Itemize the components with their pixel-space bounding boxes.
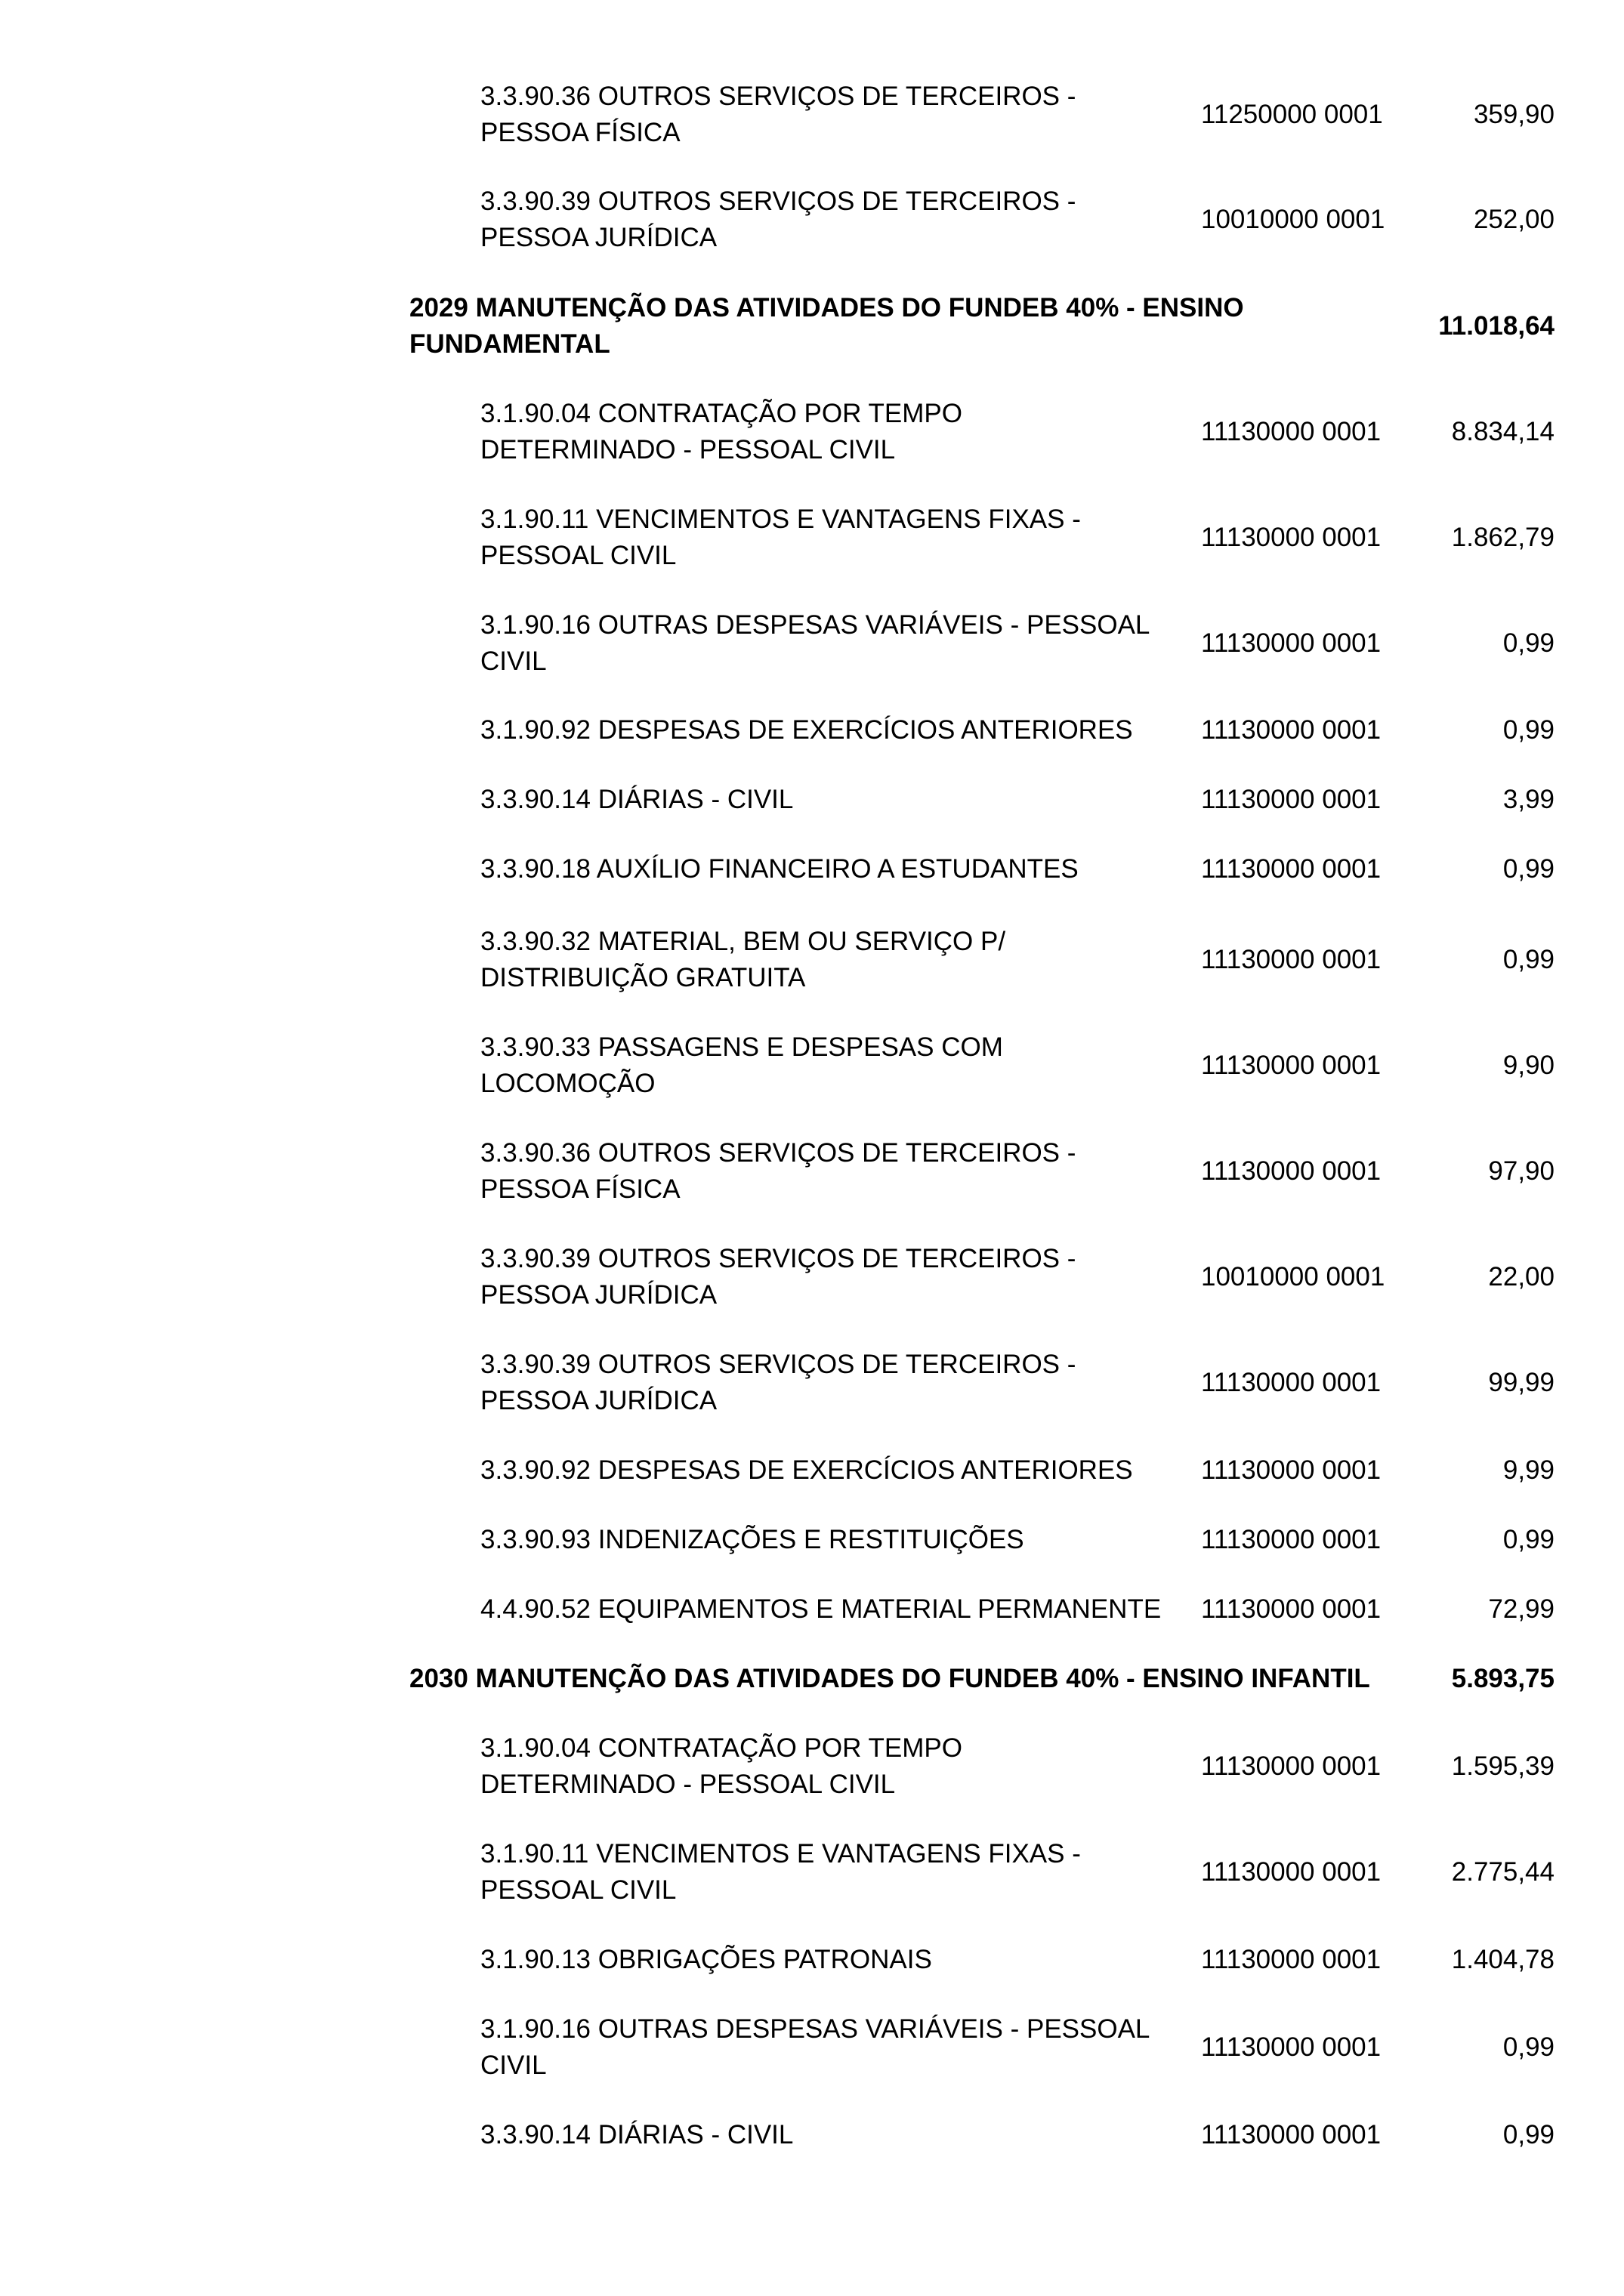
- expense-description: [480, 924, 1198, 996]
- resource-source-code: 11130000 0001: [1201, 2120, 1382, 2149]
- expense-value: 0,99: [1502, 1525, 1555, 1554]
- expense-row: [0, 712, 1624, 748]
- action-total-value: 11.018,64: [1438, 311, 1555, 341]
- expense-value: 0,99: [1502, 2032, 1555, 2062]
- expense-row: [0, 1029, 1624, 1102]
- action-total-value: 5.893,75: [1451, 1664, 1555, 1693]
- expense-description: [480, 79, 1198, 151]
- resource-source-code: 11130000 0001: [1201, 1051, 1382, 1080]
- expense-row: [0, 1942, 1624, 1978]
- description-line: 3.1.90.13 OBRIGAÇÕES PATRONAIS: [480, 1945, 932, 1974]
- expense-row: [0, 1591, 1624, 1628]
- expense-row: [0, 1452, 1624, 1489]
- description-line: PESSOA JURÍDICA: [480, 1386, 718, 1415]
- expense-value: 0,99: [1502, 628, 1555, 658]
- expense-value: 252,00: [1473, 205, 1555, 234]
- expense-description: [480, 1591, 1198, 1628]
- description-line: CIVIL: [480, 647, 547, 676]
- expense-value: 1.862,79: [1451, 523, 1555, 552]
- expense-row: [0, 851, 1624, 887]
- resource-source-code: 11130000 0001: [1201, 628, 1382, 658]
- description-line: 3.3.90.93 INDENIZAÇÕES E RESTITUIÇÕES: [480, 1525, 1024, 1554]
- expense-value: 0,99: [1502, 945, 1555, 974]
- resource-source-code: 11130000 0001: [1201, 945, 1382, 974]
- expense-value: 3,99: [1502, 785, 1555, 814]
- resource-source-code: 11130000 0001: [1201, 1594, 1382, 1624]
- action-title: [409, 1661, 1414, 1697]
- description-line: PESSOA FÍSICA: [480, 118, 681, 147]
- action-title: [409, 290, 1414, 363]
- description-line: 3.3.90.14 DIÁRIAS - CIVIL: [480, 785, 794, 814]
- expense-row: [0, 79, 1624, 151]
- expense-row: [0, 2117, 1624, 2153]
- expense-description: [480, 1241, 1198, 1313]
- expense-description: [480, 1522, 1198, 1558]
- expense-description: [480, 184, 1198, 256]
- expense-description: [480, 396, 1198, 468]
- expense-row: [0, 1730, 1624, 1803]
- description-line: LOCOMOÇÃO: [480, 1069, 656, 1098]
- expense-row: [0, 1347, 1624, 1419]
- resource-source-code: 11130000 0001: [1201, 1156, 1382, 1186]
- description-line: 3.3.90.32 MATERIAL, BEM OU SERVIÇO P/: [480, 927, 1006, 956]
- resource-source-code: 11130000 0001: [1201, 1857, 1382, 1887]
- expense-row: [0, 1836, 1624, 1909]
- resource-source-code: 11130000 0001: [1201, 2032, 1382, 2062]
- expense-value: 22,00: [1488, 1262, 1555, 1292]
- description-line: PESSOA JURÍDICA: [480, 1280, 718, 1310]
- description-line: 3.1.90.04 CONTRATAÇÃO POR TEMPO: [480, 399, 962, 428]
- resource-source-code: 11250000 0001: [1201, 100, 1383, 129]
- expense-description: [480, 501, 1198, 574]
- expense-row: [0, 1135, 1624, 1208]
- description-line: 3.1.90.11 VENCIMENTOS E VANTAGENS FIXAS -: [480, 505, 1081, 534]
- description-line: PESSOA JURÍDICA: [480, 223, 718, 252]
- description-line: 4.4.90.52 EQUIPAMENTOS E MATERIAL PERMANENTE: [480, 1594, 1162, 1624]
- expense-description: [480, 1452, 1198, 1489]
- description-line: CIVIL: [480, 2051, 547, 2080]
- resource-source-code: 11130000 0001: [1201, 1368, 1382, 1397]
- resource-source-code: 11130000 0001: [1201, 417, 1382, 446]
- expense-description: [480, 2011, 1198, 2084]
- description-line: DETERMINADO - PESSOAL CIVIL: [480, 1770, 896, 1799]
- expense-row: [0, 184, 1624, 256]
- description-line: 3.3.90.92 DESPESAS DE EXERCÍCIOS ANTERIORES: [480, 1455, 1133, 1485]
- expense-description: [480, 2117, 1198, 2153]
- resource-source-code: 10010000 0001: [1201, 205, 1385, 234]
- description-line: DETERMINADO - PESSOAL CIVIL: [480, 435, 896, 464]
- description-line: 3.1.90.11 VENCIMENTOS E VANTAGENS FIXAS -: [480, 1839, 1081, 1869]
- expense-description: [480, 712, 1198, 748]
- expense-row: [0, 607, 1624, 680]
- description-line: PESSOAL CIVIL: [480, 1875, 677, 1905]
- expense-description: [480, 1135, 1198, 1208]
- expense-row: [0, 501, 1624, 574]
- description-line: 3.3.90.14 DIÁRIAS - CIVIL: [480, 2120, 794, 2149]
- expense-description: [480, 1942, 1198, 1978]
- expense-value: 72,99: [1488, 1594, 1555, 1624]
- expense-row: [0, 396, 1624, 468]
- expense-description: [480, 782, 1198, 818]
- description-line: 3.1.90.92 DESPESAS DE EXERCÍCIOS ANTERIORES: [480, 715, 1133, 745]
- description-line: 3.3.90.18 AUXÍLIO FINANCEIRO A ESTUDANTES: [480, 854, 1079, 884]
- description-line: 3.3.90.39 OUTROS SERVIÇOS DE TERCEIROS -: [480, 187, 1076, 216]
- expense-value: 359,90: [1473, 100, 1555, 129]
- action-row: [0, 1661, 1624, 1697]
- expense-value: 0,99: [1502, 715, 1555, 745]
- expense-value: 2.775,44: [1451, 1857, 1555, 1887]
- expense-row: [0, 1522, 1624, 1558]
- expense-value: 0,99: [1502, 2120, 1555, 2149]
- description-line: 3.3.90.39 OUTROS SERVIÇOS DE TERCEIROS -: [480, 1244, 1076, 1273]
- description-line: PESSOA FÍSICA: [480, 1174, 681, 1204]
- description-line: 3.3.90.36 OUTROS SERVIÇOS DE TERCEIROS -: [480, 82, 1076, 111]
- action-row: [0, 290, 1624, 363]
- resource-source-code: 11130000 0001: [1201, 523, 1382, 552]
- resource-source-code: 11130000 0001: [1201, 1751, 1382, 1781]
- description-line: 3.1.90.04 CONTRATAÇÃO POR TEMPO: [480, 1733, 962, 1763]
- resource-source-code: 10010000 0001: [1201, 1262, 1385, 1292]
- expense-value: 8.834,14: [1451, 417, 1555, 446]
- expense-value: 9,90: [1502, 1051, 1555, 1080]
- expense-row: [0, 1241, 1624, 1313]
- description-line: 2030 MANUTENÇÃO DAS ATIVIDADES DO FUNDEB 40% - ENSINO INFANTIL: [409, 1664, 1370, 1693]
- description-line: 3.3.90.33 PASSAGENS E DESPESAS COM: [480, 1032, 1003, 1062]
- expense-value: 9,99: [1502, 1455, 1555, 1485]
- resource-source-code: 11130000 0001: [1201, 1525, 1382, 1554]
- expense-description: [480, 1730, 1198, 1803]
- expense-description: [480, 607, 1198, 680]
- description-line: DISTRIBUIÇÃO GRATUITA: [480, 963, 806, 992]
- expense-description: [480, 1029, 1198, 1102]
- description-line: 3.3.90.36 OUTROS SERVIÇOS DE TERCEIROS -: [480, 1138, 1076, 1168]
- expense-description: [480, 851, 1198, 887]
- expense-row: [0, 782, 1624, 818]
- expense-value: 99,99: [1488, 1368, 1555, 1397]
- expense-value: 0,99: [1502, 854, 1555, 884]
- description-line: FUNDAMENTAL: [409, 329, 610, 359]
- expense-row: [0, 924, 1624, 996]
- description-line: 2029 MANUTENÇÃO DAS ATIVIDADES DO FUNDEB 40% - ENSINO: [409, 293, 1244, 322]
- resource-source-code: 11130000 0001: [1201, 715, 1382, 745]
- description-line: 3.3.90.39 OUTROS SERVIÇOS DE TERCEIROS -: [480, 1350, 1076, 1379]
- expense-value: 1.404,78: [1451, 1945, 1555, 1974]
- expense-value: 97,90: [1488, 1156, 1555, 1186]
- resource-source-code: 11130000 0001: [1201, 1945, 1382, 1974]
- resource-source-code: 11130000 0001: [1201, 785, 1382, 814]
- resource-source-code: 11130000 0001: [1201, 1455, 1382, 1485]
- description-line: 3.1.90.16 OUTRAS DESPESAS VARIÁVEIS - PESSOAL: [480, 610, 1150, 640]
- expense-description: [480, 1347, 1198, 1419]
- expense-value: 1.595,39: [1451, 1751, 1555, 1781]
- description-line: PESSOAL CIVIL: [480, 541, 677, 570]
- description-line: 3.1.90.16 OUTRAS DESPESAS VARIÁVEIS - PESSOAL: [480, 2014, 1150, 2044]
- expense-description: [480, 1836, 1198, 1909]
- expense-row: [0, 2011, 1624, 2084]
- resource-source-code: 11130000 0001: [1201, 854, 1382, 884]
